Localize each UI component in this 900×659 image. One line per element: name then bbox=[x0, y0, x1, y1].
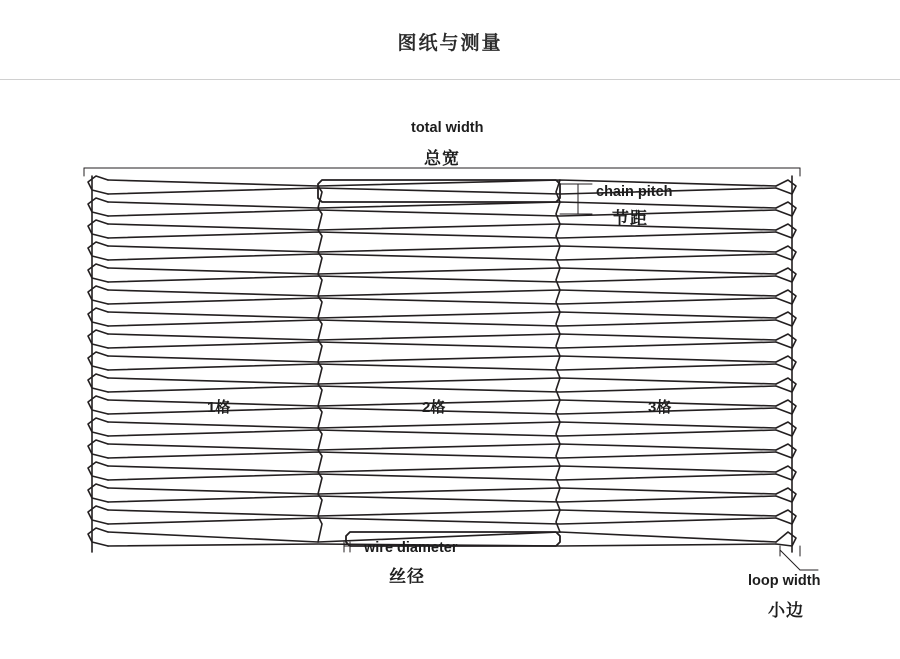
label-chain-pitch-cn: 节距 bbox=[612, 209, 648, 228]
diagram-area bbox=[0, 80, 900, 659]
label-chain-pitch-en: chain pitch bbox=[596, 184, 673, 200]
label-total-width-en: total width bbox=[411, 120, 484, 136]
label-wire-diameter-en: wire diameter bbox=[364, 540, 458, 556]
label-loop-width-en: loop width bbox=[748, 573, 821, 589]
chain-pitch-dimension bbox=[560, 184, 592, 214]
total-width-dimension bbox=[84, 168, 800, 176]
mesh-row-group bbox=[108, 180, 776, 546]
label-wire-diameter-cn: 丝径 bbox=[389, 567, 425, 586]
left-edge-loops bbox=[88, 176, 108, 552]
label-cell-1: 1格 bbox=[207, 399, 231, 416]
label-cell-2: 2格 bbox=[422, 399, 446, 416]
label-loop-width-cn: 小边 bbox=[768, 601, 804, 620]
page-header bbox=[0, 0, 900, 80]
page-title: 图纸与测量 bbox=[397, 33, 503, 54]
right-edge-loops bbox=[776, 176, 796, 552]
mesh-lines bbox=[84, 168, 818, 570]
label-total-width-cn: 总宽 bbox=[424, 149, 460, 168]
loop-width-leader bbox=[780, 546, 818, 570]
label-cell-3: 3格 bbox=[648, 399, 672, 416]
